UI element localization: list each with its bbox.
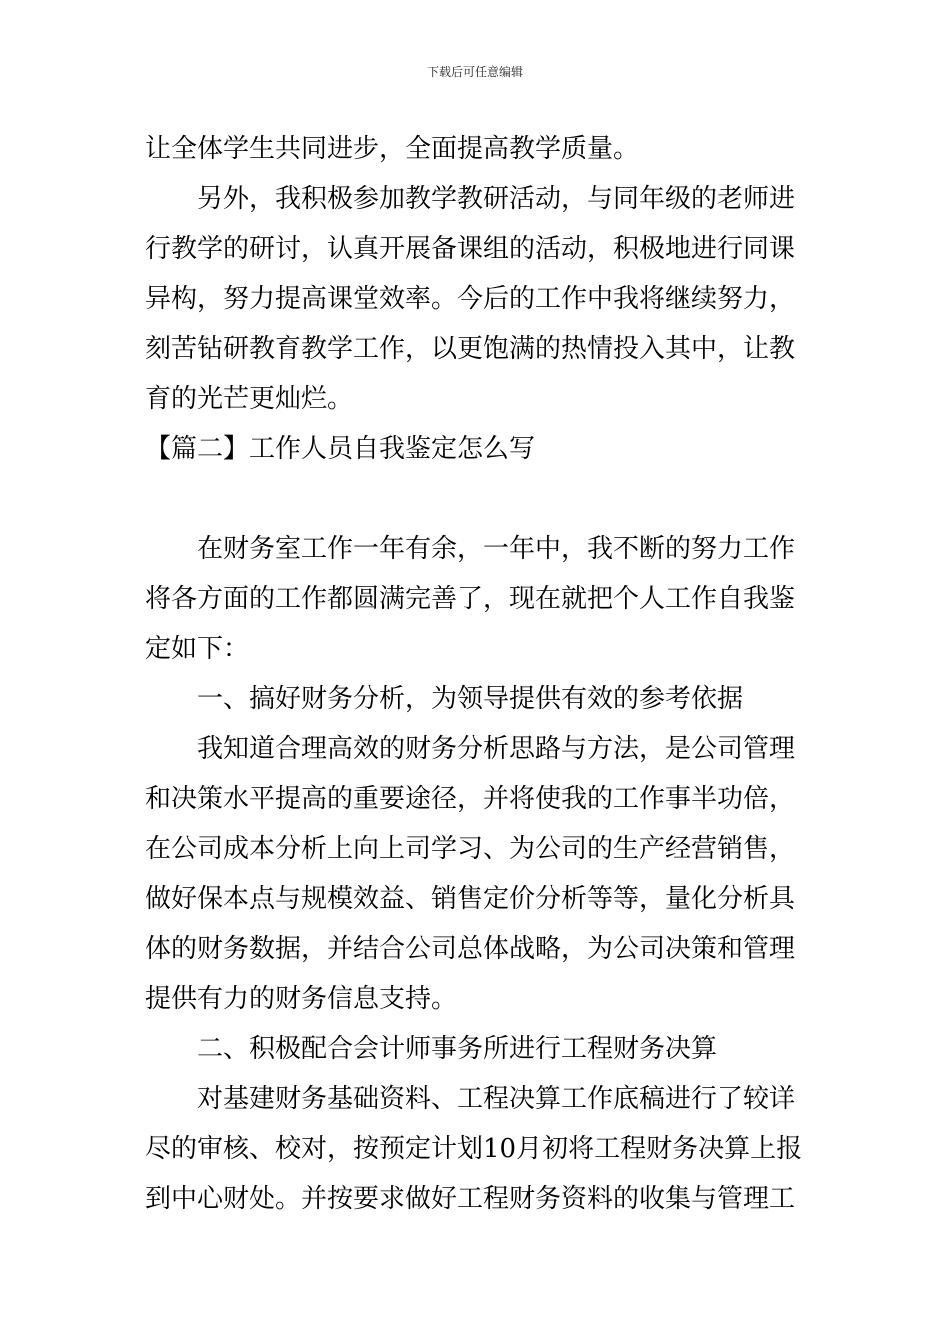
paragraph-project-settlement: 对基建财务基础资料、工程决算工作底稿进行了较详尽的审核、校对，按预定计划10月初将工程财务决算上报到中心财处。并按要求做好工程财务资料的收集与管理工 <box>145 1084 803 1214</box>
document-body <box>145 124 809 1224</box>
paragraph-financial-analysis: 我知道合理高效的财务分析思路与方法，是公司管理和决策水平提高的重要途径，并将使我的工作事半功倍，在公司成本分析上向上司学习、为公司的生产经营销售，做好保本点与规模效益、销售定价分析等等，量化分析具体的财务数据，并结合公司总体战略，为公司决策和管理提供有力的财务信息支持。 <box>145 734 796 1014</box>
paragraph-continuation: 让全体学生共同进步，全面提高教学质量。 <box>145 134 640 164</box>
page-header-note: 下载后可任意编辑 <box>426 65 523 79</box>
blank-line <box>145 474 809 524</box>
subheading-project-settlement: 二、积极配合会计师事务所进行工程财务决算 <box>197 1034 718 1064</box>
paragraph-teaching-research: 另外，我积极参加教学教研活动，与同年级的老师进行教学的研讨，认真开展备课组的活动，积极地进行同课异构，努力提高课堂效率。今后的工作中我将继续努力，刻苦钻研教育教学工作，以更饱满的热情投入其中，让教育的光芒更灿烂。 <box>145 184 796 414</box>
subheading-financial-analysis: 一、搞好财务分析，为领导提供有效的参考依据 <box>197 684 744 714</box>
section-heading: 【篇二】工作人员自我鉴定怎么写 <box>145 434 536 464</box>
paragraph-intro: 在财务室工作一年有余，一年中，我不断的努力工作将各方面的工作都圆满完善了，现在就把个人工作自我鉴定如下： <box>145 534 796 664</box>
